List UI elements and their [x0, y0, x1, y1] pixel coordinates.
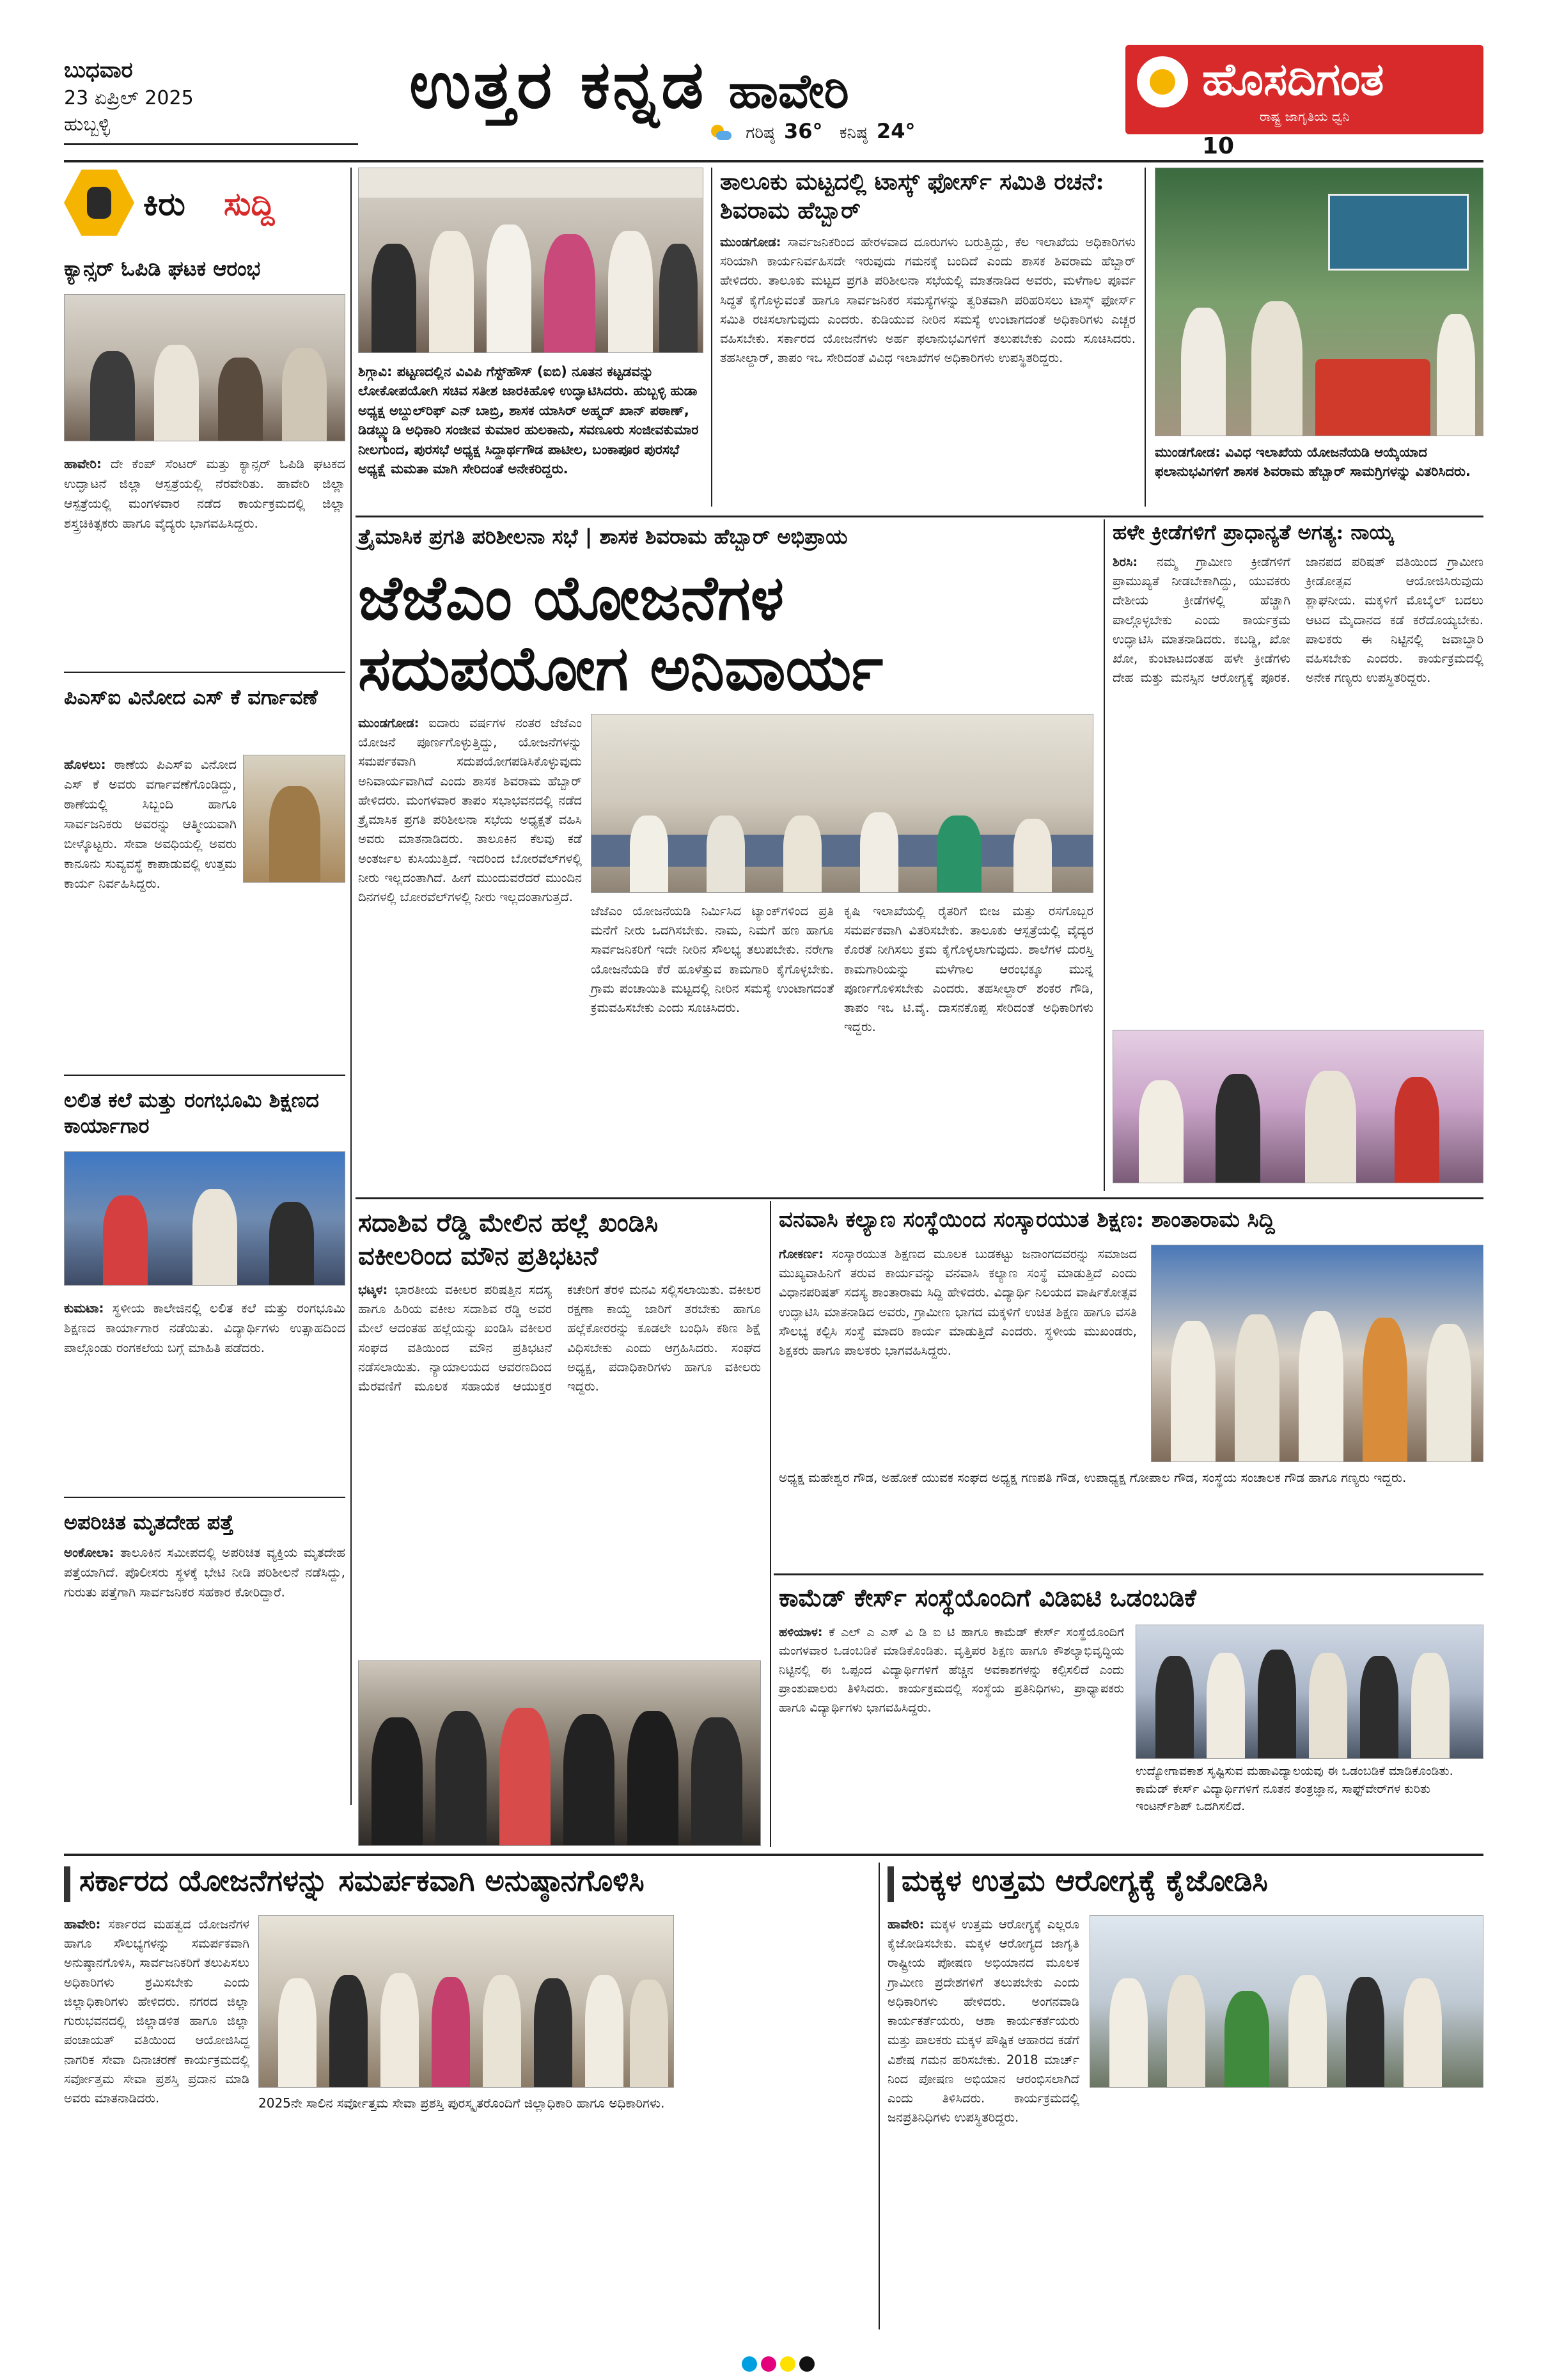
- sports-event-photo: [1113, 1030, 1483, 1183]
- column-divider: [1104, 519, 1105, 1191]
- brief-divider: [64, 672, 345, 673]
- brief-dateline: ಹಾವೇರಿ:: [64, 456, 102, 471]
- mou-signing-photo: [1136, 1625, 1483, 1759]
- vanavasi-event-photo: [1151, 1245, 1483, 1462]
- weather-max-value: 36°: [784, 119, 823, 143]
- brand-logo-icon: [1137, 56, 1188, 107]
- weather-min-value: 24°: [876, 119, 916, 143]
- hand-pointer-icon: [64, 168, 134, 238]
- scheme-caption: ಮುಂಡಗೋಡ: ವಿವಿಧ ಇಲಾಖೆಯ ಯೋಜನೆಯಡಿ ಆಯ್ಕೆಯಾದ ಫಲಾನುಭವಿಗಳಿಗೆ ಶಾಸಕ ಶಿವರಾಮ ಹೆಬ್ಬಾರ್ ಸಾಮಗ್ರಿಗಳನ್ನು ವಿತರಿಸಿದರು.: [1155, 445, 1471, 480]
- section-divider: [774, 1573, 1483, 1575]
- section-divider: [356, 1197, 1483, 1199]
- task-force-text: ಸಾರ್ವಜನಿಕರಿಂದ ಹೇರಳವಾದ ದೂರುಗಳು ಬರುತ್ತಿದ್ದು, ಕೆಲ ಇಲಾಖೆಯ ಅಧಿಕಾರಿಗಳು ಸರಿಯಾಗಿ ಕಾರ್ಯನಿರ್ವಹಿಸದೇ ಇರುವುದು ಗಮನಕ್ಕೆ ಬಂದಿದೆ ಎಂದು ಶಾಸಕ ಶಿವರಾಮ ಹೆಬ್ಬಾರ್ ಹೇಳಿದರು. ತಾಲೂಕು ಮಟ್ಟದ ಪ್ರಗತಿ ಪರಿಶೀಲನಾ ಸಭೆಯಲ್ಲಿ ಮಾತನಾಡಿದ ಅವರು, ಮಳೆಗಾಲ ಪೂರ್ವ ಸಿದ್ಧತೆ ಕೈಗೊಳ್ಳುವಂತೆ ಹಾಗೂ ಸಾರ್ವಜನಿಕರ ಸಮಸ್ಯೆಗಳನ್ನು ತ್ವರಿತವಾಗಿ ಪರಿಹರಿಸಲು ಟಾಸ್ಕ್ ಫೋರ್ಸ್ ಸಮಿತಿ ರಚಿಸಲಾಗುವುದು ಎಂದರು. ಕುಡಿಯುವ ನೀರಿನ ಸಮಸ್ಯೆ ಉಂಟಾಗದಂತೆ ಅಧಿಕಾರಿಗಳು ಎಚ್ಚರ ವಹಿಸಬೇಕು. ಸರ್ಕಾರದ ಯೋಜನೆಗಳು ಅರ್ಹ ಫಲಾನುಭವಿಗಳಿಗೆ ತಲುಪಬೇಕು ಎಂದು ಸೂಚಿಸಿದರು. ತಹಸೀಲ್ದಾರ್, ತಾಪಂ ಇಒ ಸೇರಿದಂತೆ ವಿವಿಧ ಇಲಾಖೆಗಳ ಅಧಿಕಾರಿಗಳು ಉಪಸ್ಥಿತರಿದ್ದರು.: [720, 235, 1136, 366]
- vanavasi-caption: ಅಧ್ಯಕ್ಷ ಮಹೇಶ್ವರ ಗೌಡ, ಅಹೋಕೆ ಯುವಕ ಸಂಘದ ಅಧ್ಯಕ್ಷ ಗಣಪತಿ ಗೌಡ, ಉಪಾಧ್ಯಕ್ಷ ಗೋಪಾಲ ಗೌಡ, ಸಂಸ್ಥೆಯ ಸಂಚಾಲಕ ಗೌಡ ಹಾಗೂ ಗಣ್ಯರು ಇದ್ದರು.: [779, 1470, 1407, 1485]
- edition-name: ಉತ್ತರ ಕನ್ನಡ: [409, 45, 707, 123]
- lead-headline-line-2: ಸದುಪಯೋಗ ಅನಿವಾರ್ಯ: [358, 632, 884, 705]
- lawyers-dateline: ಭಟ್ಕಳ:: [358, 1282, 388, 1297]
- task-force-headline: ತಾಲೂಕು ಮಟ್ಟದಲ್ಲಿ ಟಾಸ್ಕ್ ಫೋರ್ಸ್ ಸಮಿತಿ ರಚನೆ: ಶಿವರಾಮ ಹೆಬ್ಬಾರ್: [720, 168, 1104, 224]
- brief-text: ಠಾಣೆಯ ಪಿಎಸ್‌ಐ ವಿನೋದ ಎಸ್ ಕೆ ಅವರು ವರ್ಗಾವಣೆಗೊಂಡಿದ್ದು, ಠಾಣೆಯಲ್ಲಿ ಸಿಬ್ಬಂದಿ ಹಾಗೂ ಸಾರ್ವಜನಿಕರು ಅವರನ್ನು ಆತ್ಮೀಯವಾಗಿ ಬೀಳ್ಕೊಟ್ಟರು. ಸೇವಾ ಅವಧಿಯಲ್ಲಿ ಅವರು ಕಾನೂನು ಸುವ್ಯವಸ್ಥೆ ಕಾಪಾಡುವಲ್ಲಿ ಉತ್ತಮ ಕಾರ್ಯ ನಿರ್ವಹಿಸಿದ್ದರು.: [64, 757, 237, 891]
- issue-day: ಬುಧವಾರ: [64, 58, 133, 83]
- column-divider: [711, 168, 712, 507]
- child-health-body: [888, 1915, 1079, 2324]
- vanavasi-headline: ವನವಾಸಿ ಕಲ್ಯಾಣ ಸಂಸ್ಥೆಯಿಂದ ಸಂಸ್ಕಾರಯುತ ಶಿಕ್ಷಣ: ಶಾಂತಾರಾಮ ಸಿದ್ದಿ: [779, 1207, 1275, 1233]
- left-column-divider: [350, 168, 352, 1805]
- mou-text: ಕೆ ಎಲ್ ಎ ಎಸ್ ವಿ ಡಿ ಐ ಟಿ ಹಾಗೂ ಕಾಮೆಡ್ ಕೇರ್ಸ್ ಸಂಸ್ಥೆಯೊಂದಿಗೆ ಮಂಗಳವಾರ ಒಡಂಬಡಿಕೆ ಮಾಡಿಕೊಂಡಿತು. ವೃತ್ತಿಪರ ಶಿಕ್ಷಣ ಹಾಗೂ ಕೌಶಲ್ಯಾಭಿವೃದ್ಧಿಯ ನಿಟ್ಟಿನಲ್ಲಿ ಈ ಒಪ್ಪಂದ ವಿದ್ಯಾರ್ಥಿಗಳಿಗೆ ಹೆಚ್ಚಿನ ಅವಕಾಶಗಳನ್ನು ಕಲ್ಪಿಸಲಿದೆ ಎಂದು ಪ್ರಾಂಶುಪಾಲರು ತಿಳಿಸಿದರು. ಕಾರ್ಯಕ್ರಮದಲ್ಲಿ ಸಂಸ್ಥೆಯ ಪ್ರತಿನಿಧಿಗಳು, ಪ್ರಾಧ್ಯಾಪಕರು ಹಾಗೂ ವಿದ್ಯಾರ್ಥಿಗಳು ಭಾಗವಹಿಸಿದ್ದರು.: [779, 1625, 1124, 1715]
- brief-headline: ಅಪರಿಚಿತ ಮೃತದೇಹ ಪತ್ತೆ: [64, 1510, 234, 1534]
- govt-schemes-headline-wrap: [79, 1863, 872, 1907]
- lawyers-headline: [358, 1206, 761, 1273]
- issue-date: 23 ಏಪ್ರಿಲ್ 2025: [64, 87, 194, 109]
- brief-body: [64, 1298, 345, 1358]
- brief-divider: [64, 1497, 345, 1498]
- kirusuddi-label-2: ಸುದ್ದಿ: [224, 185, 275, 223]
- brief-body: [64, 1543, 345, 1602]
- lead-dateline: ಮುಂಡಗೋಡ:: [358, 716, 419, 730]
- mou-dateline: ಹಳಿಯಾಳ:: [779, 1625, 823, 1639]
- brief-story: [64, 1087, 345, 1497]
- section-divider: [356, 516, 1483, 517]
- kirusuddi-badge: [64, 168, 294, 244]
- district-name: ಹಾವೇರಿ: [728, 64, 849, 119]
- brief-dateline: ಹೊಳಲು:: [64, 757, 106, 772]
- sports-text: ನಮ್ಮ ಗ್ರಾಮೀಣ ಕ್ರೀಡೆಗಳಿಗೆ ಪ್ರಾಮುಖ್ಯತೆ ನೀಡಬೇಕಾಗಿದ್ದು, ಯುವಕರು ದೇಶೀಯ ಕ್ರೀಡೆಗಳಲ್ಲಿ ಹೆಚ್ಚಾಗಿ ಪಾಲ್ಗೊಳ್ಳಬೇಕು ಎಂದು ಕಾರ್ಯಕ್ರಮ ಉದ್ಘಾಟಿಸಿ ಮಾತನಾಡಿದರು. ಕಬಡ್ಡಿ, ಖೋ ಖೋ, ಕುಂಟಾಟದಂತಹ ಹಳೇ ಕ್ರೀಡೆಗಳು ದೇಹ ಮತ್ತು ಮನಸ್ಸಿನ ಆರೋಗ್ಯಕ್ಕೆ ಪೂರಕ. ಜಾನಪದ ಪರಿಷತ್ ವತಿಯಿಂದ ಗ್ರಾಮೀಣ ಕ್ರೀಡೋತ್ಸವ ಆಯೋಜಿಸಿರುವುದು ಶ್ಲಾಘನೀಯ. ಮಕ್ಕಳಿಗೆ ಮೊಬೈಲ್ ಬದಲು ಆಟದ ಮೈದಾನದ ಕಡೆ ಕರೆದೊಯ್ಯಬೇಕು. ಪಾಲಕರು ಈ ನಿಟ್ಟಿನಲ್ಲಿ ಜವಾಬ್ದಾರಿ ವಹಿಸಬೇಕು ಎಂದರು. ಕಾರ್ಯಕ್ರಮದಲ್ಲಿ ಅನೇಕ ಗಣ್ಯರು ಉಪಸ್ಥಿತರಿದ್ದರು.: [1113, 555, 1483, 686]
- weather-max-label: ಗರಿಷ್ಠ: [746, 123, 775, 143]
- govt-schemes-caption: 2025ನೇ ಸಾಲಿನ ಸರ್ವೋತ್ತಮ ಸೇವಾ ಪ್ರಶಸ್ತಿ ಪುರಸ್ಕೃತರೊಂದಿಗೆ ಜಿಲ್ಲಾಧಿಕಾರಿ ಹಾಗೂ ಅಧಿಕಾರಿಗಳು.: [258, 2095, 665, 2111]
- brief-text: ತಾಲೂಕಿನ ಸಮೀಪದಲ್ಲಿ ಅಪರಿಚಿತ ವ್ಯಕ್ತಿಯ ಮೃತದೇಹ ಪತ್ತೆಯಾಗಿದೆ. ಪೊಲೀಸರು ಸ್ಥಳಕ್ಕೆ ಭೇಟಿ ನೀಡಿ ಪರಿಶೀಲನೆ ನಡೆಸಿದ್ದು, ಗುರುತು ಪತ್ತೆಗಾಗಿ ಸಾರ್ವಜನಿಕರ ಸಹಕಾರ ಕೋರಿದ್ದಾರೆ.: [64, 1545, 345, 1600]
- brief-headline: ಪಿಎಸ್‌ಐ ವಿನೋದ ಎಸ್ ಕೆ ವರ್ಗಾವಣೆ: [64, 685, 318, 709]
- sports-dateline: ಶಿರಸಿ:: [1113, 555, 1138, 569]
- lawyers-text: ಭಾರತೀಯ ವಕೀಲರ ಪರಿಷತ್ತಿನ ಸದಸ್ಯ ಹಾಗೂ ಹಿರಿಯ ವಕೀಲ ಸದಾಶಿವ ರೆಡ್ಡಿ ಅವರ ಮೇಲೆ ಆದಂತಹ ಹಲ್ಲೆಯನ್ನು ಖಂಡಿಸಿ ವಕೀಲರ ಸಂಘದ ವತಿಯಿಂದ ಮೌನ ಪ್ರತಿಭಟನೆ ನಡೆಸಲಾಯಿತು. ನ್ಯಾಯಾಲಯದ ಆವರಣದಿಂದ ಮೆರವಣಿಗೆ ಮೂಲಕ ಸಹಾಯಕ ಆಯುಕ್ತರ ಕಚೇರಿಗೆ ತೆರಳಿ ಮನವಿ ಸಲ್ಲಿಸಲಾಯಿತು. ವಕೀಲರ ರಕ್ಷಣಾ ಕಾಯ್ದೆ ಜಾರಿಗೆ ತರಬೇಕು ಹಾಗೂ ಹಲ್ಲೆಕೋರರನ್ನು ಕೂಡಲೇ ಬಂಧಿಸಿ ಕಠಿಣ ಶಿಕ್ಷೆ ವಿಧಿಸಬೇಕು ಎಂದು ಆಗ್ರಹಿಸಿದರು. ಸಂಘದ ಅಧ್ಯಕ್ಷ, ಪದಾಧಿಕಾರಿಗಳು ಹಾಗೂ ವಕೀಲರು ಇದ್ದರು.: [358, 1282, 761, 1394]
- brief-headline: ಕ್ಯಾನ್ಸರ್ ಓಪಿಡಿ ಘಟಕ ಆರಂಭ: [64, 256, 261, 281]
- newspaper-brand: [1125, 45, 1483, 134]
- column-divider: [879, 1863, 880, 2329]
- mou-headline: ಕಾಮೆಡ್ ಕೇರ್ಸ್ ಸಂಸ್ಥೆಯೊಂದಿಗೆ ವಿಡಿಐಟಿ ಒಡಂಬಡಿಕೆ: [779, 1583, 1196, 1612]
- brief-story: [64, 256, 345, 665]
- govt-schemes-body: [64, 1915, 249, 2324]
- column-divider: [1145, 168, 1146, 507]
- registration-dot-cyan: [742, 2356, 757, 2372]
- govt-schemes-text: ಸರ್ಕಾರದ ಮಹತ್ವದ ಯೋಜನೆಗಳ ಹಾಗೂ ಸೌಲಭ್ಯಗಳನ್ನು ಸಮರ್ಪಕವಾಗಿ ಅನುಷ್ಠಾನಗೊಳಿಸಿ, ಸಾರ್ವಜನಿಕರಿಗೆ ತಲುಪಿಸಲು ಅಧಿಕಾರಿಗಳು ಶ್ರಮಿಸಬೇಕು ಎಂದು ಜಿಲ್ಲಾಧಿಕಾರಿಗಳು ಹೇಳಿದರು. ನಗರದ ಜಿಲ್ಲಾ ಗುರುಭವನದಲ್ಲಿ ಜಿಲ್ಲಾಡಳಿತ ಹಾಗೂ ಜಿಲ್ಲಾ ಪಂಚಾಯತ್ ವತಿಯಿಂದ ಆಯೋಜಿಸಿದ್ದ ನಾಗರಿಕ ಸೇವಾ ದಿನಾಚರಣೆ ಕಾರ್ಯಕ್ರಮದಲ್ಲಿ ಸರ್ವೋತ್ತಮ ಸೇವಾ ಪ್ರಶಸ್ತಿ ಪ್ರದಾನ ಮಾಡಿ ಅವರು ಮಾತನಾಡಿದರು.: [64, 1917, 250, 2106]
- partly-cloudy-icon: [710, 125, 731, 143]
- sports-body: [1113, 553, 1483, 1026]
- sports-headline: ಹಳೇ ಕ್ರೀಡೆಗಳಿಗೆ ಪ್ರಾಧಾನ್ಯತೆ ಅಗತ್ಯ: ನಾಯ್ಕ: [1113, 520, 1393, 544]
- scheme-distribution-photo: [1155, 168, 1483, 436]
- child-health-event-photo: [1090, 1915, 1483, 2088]
- lawyers-protest-photo: [358, 1660, 761, 1846]
- brief-text: ಸ್ಥಳೀಯ ಕಾಲೇಜಿನಲ್ಲಿ ಲಲಿತ ಕಲೆ ಮತ್ತು ರಂಗಭೂಮಿ ಶಿಕ್ಷಣದ ಕಾರ್ಯಾಗಾರ ನಡೆಯಿತು. ವಿದ್ಯಾರ್ಥಿಗಳು ಉತ್ಸಾಹದಿಂದ ಪಾಲ್ಗೊಂಡು ರಂಗಕಲೆಯ ಬಗ್ಗೆ ಮಾಹಿತಿ ಪಡೆದರು.: [64, 1300, 345, 1355]
- child-health-headline: ಮಕ್ಕಳ ಉತ್ತಮ ಆರೋಗ್ಯಕ್ಕೆ ಕೈಜೋಡಿಸಿ: [902, 1863, 1268, 1898]
- lead-headline: [358, 563, 1093, 710]
- brief-dateline: ಕುಮಟಾ:: [64, 1300, 104, 1316]
- child-health-headline-wrap: [902, 1863, 1483, 1907]
- weather-min-label: ಕನಿಷ್ಠ: [839, 123, 868, 143]
- lawyers-body: [358, 1281, 761, 1626]
- brand-name: ಹೊಸದಿಗಂತ: [1202, 52, 1384, 106]
- task-force-body: [720, 233, 1136, 368]
- lead-body-col-1: [358, 714, 582, 1187]
- vanavasi-text: ಸಂಸ್ಕಾರಯುತ ಶಿಕ್ಷಣದ ಮೂಲಕ ಬುಡಕಟ್ಟು ಜನಾಂಗದವರನ್ನು ಸಮಾಜದ ಮುಖ್ಯವಾಹಿನಿಗೆ ತರುವ ಕಾರ್ಯವನ್ನು ವನವಾಸಿ ಕಲ್ಯಾಣ ಸಂಸ್ಥೆ ಮಾಡುತ್ತಿದೆ ಎಂದು ವಿಧಾನಪರಿಷತ್ ಸದಸ್ಯ ಶಾಂತಾರಾಮ ಸಿದ್ದಿ ಹೇಳಿದರು. ವಿದ್ಯಾರ್ಥಿ ನಿಲಯದ ವಾರ್ಷಿಕೋತ್ಸವ ಉದ್ಘಾಟಿಸಿ ಮಾತನಾಡಿದ ಅವರು, ಗ್ರಾಮೀಣ ಭಾಗದ ಮಕ್ಕಳಿಗೆ ಉಚಿತ ಶಿಕ್ಷಣ ಹಾಗೂ ವಸತಿ ಸೌಲಭ್ಯ ಕಲ್ಪಿಸಿ ಸಂಸ್ಥೆ ಮಾದರಿ ಕಾರ್ಯ ಮಾಡುತ್ತಿದೆ ಎಂದರು. ಸ್ಥಳೀಯ ಮುಖಂಡರು, ಶಿಕ್ಷಕರು ಹಾಗೂ ಪಾಲಕರು ಭಾಗವಹಿಸಿದ್ದರು.: [779, 1247, 1137, 1359]
- issue-city: ಹುಬ್ಬಳ್ಳಿ: [64, 113, 111, 136]
- mou-caption: ಉದ್ಯೋಗಾವಕಾಶ ಸೃಷ್ಟಿಸುವ ಮಹಾವಿದ್ಯಾಲಯವು ಈ ಒಡಂಬಡಿಕೆ ಮಾಡಿಕೊಂಡಿತು. ಕಾಮೆಡ್ ಕೇರ್ಸ್ ವಿದ್ಯಾರ್ಥಿಗಳಿಗೆ ನೂತನ ತಂತ್ರಜ್ಞಾನ, ಸಾಫ್ಟ್‌ವೇರ್‌ಗಳ ಕುರಿತು ಇಂಟರ್ನ್‌ಶಿಪ್ ಒದಗಿಸಲಿದೆ.: [1136, 1764, 1453, 1814]
- task-force-story: [720, 168, 1136, 507]
- child-health-dateline: ಹಾವೇರಿ:: [888, 1917, 925, 1932]
- weather-strip: [710, 119, 966, 145]
- brief-text: ದೇ ಕೆಂಪ್ ಸೆಂಟರ್ ಮತ್ತು ಕ್ಯಾನ್ಸರ್ ಓಪಿಡಿ ಘಟಕದ ಉದ್ಘಾಟನೆ ಜಿಲ್ಲಾ ಆಸ್ಪತ್ರೆಯಲ್ಲಿ ನೆರವೇರಿತು. ಹಾವೇರಿ ಜಿಲ್ಲಾ ಆಸ್ಪತ್ರೆಯಲ್ಲಿ ಮಂಗಳವಾರ ನಡೆದ ಕಾರ್ಯಕ್ರಮದಲ್ಲಿ ಜಿಲ್ಲಾ ಶಸ್ತ್ರಚಿಕಿತ್ಸಕರು ಹಾಗೂ ವೈದ್ಯರು ಭಾಗವಹಿಸಿದ್ದರು.: [64, 456, 346, 531]
- brief-headline: ಲಲಿತ ಕಲೆ ಮತ್ತು ರಂಗಭೂಮಿ ಶಿಕ್ಷಣದ ಕಾರ್ಯಾಗಾರ: [64, 1088, 319, 1138]
- page-number: 10: [1202, 133, 1235, 159]
- masthead-dateline: [64, 58, 358, 154]
- mou-body: [779, 1623, 1124, 1841]
- guesthouse-inauguration-photo: [358, 168, 703, 353]
- psi-portrait: [243, 755, 345, 883]
- brief-divider: [64, 1075, 345, 1076]
- registration-dot-magenta: [761, 2356, 776, 2372]
- lawyers-headline-line-2: ವಕೀಲರಿಂದ ಮೌನ ಪ್ರತಿಭಟನೆ: [358, 1241, 598, 1271]
- vanavasi-dateline: ಗೋಕರ್ಣ:: [779, 1247, 824, 1261]
- lead-text-col-1: ಐದಾರು ವರ್ಷಗಳ ನಂತರ ಜೆಜೆಎಂ ಯೋಜನೆ ಪೂರ್ಣಗೊಳ್ಳುತ್ತಿದ್ದು, ಯೋಜನೆಗಳನ್ನು ಸಮರ್ಪಕವಾಗಿ ಸದುಪಯೋಗಪಡಿಸಿಕೊಳ್ಳುವುದು ಅನಿವಾರ್ಯವಾಗಿದೆ ಎಂದು ಶಾಸಕ ಶಿವರಾಮ ಹೆಬ್ಬಾರ್ ಹೇಳಿದರು. ಮಂಗಳವಾರ ತಾಪಂ ಸಭಾಭವನದಲ್ಲಿ ನಡೆದ ತ್ರೈಮಾಸಿಕ ಪ್ರಗತಿ ಪರಿಶೀಲನಾ ಸಭೆಯ ಅಧ್ಯಕ್ಷತೆ ವಹಿಸಿ ಅವರು ಮಾತನಾಡಿದರು. ತಾಲೂಕಿನ ಕೆಲವು ಕಡೆ ಅಂತರ್ಜಲ ಕುಸಿಯುತ್ತಿದೆ. ಇದರಿಂದ ಬೋರವೆಲ್‌ಗಳಲ್ಲಿ ನೀರು ಇಲ್ಲದಂತಾಗಿದೆ. ಹೀಗೆ ಮುಂದುವರೆದರೆ ಮುಂದಿನ ದಿನಗಳಲ್ಲಿ ಬೋರವೆಲ್‌ಗಳಲ್ಲಿ ನೀರು ಇಲ್ಲದಂತಾಗುತ್ತದೆ.: [358, 716, 582, 904]
- masthead-left-rule: [64, 143, 358, 145]
- guesthouse-caption: ಶಿಗ್ಗಾವಿ: ಪಟ್ಟಣದಲ್ಲಿನ ವಿವಿಪಿ ಗೆಸ್ಟ್‌ಹೌಸ್ (ಐಬಿ) ನೂತನ ಕಟ್ಟಡವನ್ನು ಲೋಕೋಪಯೋಗಿ ಸಚಿವ ಸತೀಶ ಜಾರಕಿಹೊಳಿ ಉದ್ಘಾಟಿಸಿದರು. ಹುಬ್ಬಳ್ಳಿ ಹುಡಾ ಅಧ್ಯಕ್ಷ ಅಬ್ದುಲ್‌ರಿಫ್ ಎನ್ ಬಾಬ್ರಿ, ಶಾಸಕ ಯಾಸಿರ್ ಅಹ್ಮದ್ ಖಾನ್ ಪಠಾಣ್, ಡಿಡಬ್ಲ್ಯುಡಿ ಅಧಿಕಾರಿ ಸಂಜೀವ ಕುಮಾರ ಹುಲಕಾನು, ಸವಣೂರು ಸಂಜೀವಕುಮಾರ ನೀಲಗುಂದ, ಪುರಸಭೆ ಅಧ್ಯಕ್ಷ ಸಿದ್ದಾರ್ಥಗೌಡ ಪಾಟೀಲ, ಬಂಕಾಪೂರ ಪುರಸಭೆ ಅಧ್ಯಕ್ಷೆ ಮಮತಾ ಮಾಗಿ ಸೇರಿದಂತೆ ಅನೇಕರಿದ್ದರು.: [358, 364, 699, 477]
- registration-dot-yellow: [780, 2356, 795, 2372]
- kirusuddi-label-1: ಕಿರು: [143, 185, 185, 223]
- registration-dot-black: [799, 2356, 815, 2372]
- lead-body-col-2: ಜೆಜೆಎಂ ಯೋಜನೆಯಡಿ ನಿರ್ಮಿಸಿದ ಟ್ಯಾಂಕ್‌ಗಳಿಂದ ಪ್ರತಿ ಮನೆಗೆ ನೀರು ಒದಗಿಸಬೇಕು. ನಾಮ, ನಿಮಗೆ ಹಣ ಹಾಗೂ ಸಾರ್ವಜನಿಕರಿಗೆ ಇದೇ ನೀರಿನ ಸೌಲಭ್ಯ ತಲುಪಬೇಕು. ನರೇಗಾ ಯೋಜನೆಯಡಿ ಕೆರೆ ಹೂಳೆತ್ತುವ ಕಾಮಗಾರಿ ಕೈಗೊಳ್ಳಬೇಕು. ಗ್ರಾಮ ಪಂಚಾಯಿತಿ ಮಟ್ಟದಲ್ಲಿ ನೀರಿನ ಸಮಸ್ಯೆ ಉಂಟಾಗದಂತೆ ಕ್ರಮವಹಿಸಬೇಕು ಎಂದು ಸೂಚಿಸಿದರು.: [591, 904, 834, 1016]
- civil-service-award-photo: [258, 1915, 674, 2088]
- govt-schemes-headline: ಸರ್ಕಾರದ ಯೋಜನೆಗಳನ್ನು ಸಮರ್ಪಕವಾಗಿ ಅನುಷ್ಠಾನಗೊಳಿಸಿ: [79, 1863, 645, 1898]
- task-force-dateline: ಮುಂಡಗೋಡ:: [720, 235, 781, 249]
- lawyers-headline-line-1: ಸದಾಶಿವ ರೆಡ್ಡಿ ಮೇಲಿನ ಹಲ್ಲೆ ಖಂಡಿಸಿ: [358, 1208, 659, 1238]
- headline-accent-bar: [64, 1866, 70, 1902]
- child-health-text: ಮಕ್ಕಳ ಉತ್ತಮ ಆರೋಗ್ಯಕ್ಕೆ ಎಲ್ಲರೂ ಕೈಜೋಡಿಸಬೇಕು. ಮಕ್ಕಳ ಆರೋಗ್ಯದ ಜಾಗೃತಿ ರಾಷ್ಟ್ರೀಯ ಪೋಷಣ ಅಭಿಯಾನದ ಮೂಲಕ ಗ್ರಾಮೀಣ ಪ್ರದೇಶಗಳಿಗೆ ತಲುಪಬೇಕು ಎಂದು ಅಧಿಕಾರಿಗಳು ಹೇಳಿದರು. ಅಂಗನವಾಡಿ ಕಾರ್ಯಕರ್ತೆಯರು, ಆಶಾ ಕಾರ್ಯಕರ್ತೆಯರು ಮತ್ತು ಪಾಲಕರು ಮಕ್ಕಳ ಪೌಷ್ಟಿಕ ಆಹಾರದ ಕಡೆಗೆ ವಿಶೇಷ ಗಮನ ಹರಿಸಬೇಕು. 2018 ಮಾರ್ಚ್ ನಿಂದ ಪೋಷಣ ಅಭಿಯಾನ ಆರಂಭಿಸಲಾಗಿದೆ ಎಂದು ತಿಳಿಸಿದರು. ಕಾರ್ಯಕ್ರಮದಲ್ಲಿ ಜನಪ್ರತಿನಿಧಿಗಳು ಉಪಸ್ಥಿತರಿದ್ದರು.: [888, 1917, 1080, 2125]
- section-divider: [64, 1854, 1483, 1856]
- lead-strap: ತ್ರೈಮಾಸಿಕ ಪ್ರಗತಿ ಪರಿಶೀಲನಾ ಸಭೆ | ಶಾಸಕ ಶಿವರಾಮ ಹೆಬ್ಬಾರ್ ಅಭಿಪ್ರಾಯ: [358, 524, 848, 549]
- sports-story: [1113, 519, 1483, 1031]
- brief-story: [64, 1509, 345, 1810]
- review-meeting-photo: [591, 714, 1093, 893]
- headline-accent-bar: [888, 1866, 894, 1902]
- brief-dateline: ಅಂಕೋಲಾ:: [64, 1545, 114, 1560]
- brief-story: [64, 684, 345, 1081]
- masthead-divider: [64, 160, 1483, 162]
- theatre-workshop-photo: [64, 1151, 345, 1286]
- lead-body-col-3: ಕೃಷಿ ಇಲಾಖೆಯಲ್ಲಿ ರೈತರಿಗೆ ಬೀಜ ಮತ್ತು ರಸಗೊಬ್ಬರ ಸಮರ್ಪಕವಾಗಿ ವಿತರಿಸಬೇಕು. ತಾಲೂಕು ಆಸ್ಪತ್ರೆಯಲ್ಲಿ ವೈದ್ಯರ ಕೊರತೆ ನೀಗಿಸಲು ಕ್ರಮ ಕೈಗೊಳ್ಳಲಾಗುವುದು. ಶಾಲೆಗಳ ದುರಸ್ತಿ ಕಾಮಗಾರಿಯನ್ನು ಮಳೆಗಾಲ ಆರಂಭಕ್ಕೂ ಮುನ್ನ ಪೂರ್ಣಗೊಳಿಸಬೇಕು ಎಂದರು. ತಹಸೀಲ್ದಾರ್ ಶಂಕರ ಗೌಡಿ, ತಾಪಂ ಇಒ ಟಿ.ವೈ. ದಾಸನಕೊಪ್ಪ ಸೇರಿದಂತೆ ಅಧಿಕಾರಿಗಳು ಇದ್ದರು.: [844, 904, 1093, 1035]
- column-divider: [770, 1201, 771, 1847]
- lead-headline-line-1: ಜೆಜೆಎಂ ಯೋಜನೆಗಳ: [358, 562, 785, 634]
- brief-body: [64, 454, 345, 533]
- brief-body: [64, 755, 237, 894]
- cancer-opd-photo: [64, 294, 345, 441]
- govt-schemes-dateline: ಹಾವೇರಿ:: [64, 1917, 101, 1932]
- brand-tagline: ರಾಷ್ಟ್ರ ಜಾಗೃತಿಯ ಧ್ವನಿ: [1260, 109, 1350, 124]
